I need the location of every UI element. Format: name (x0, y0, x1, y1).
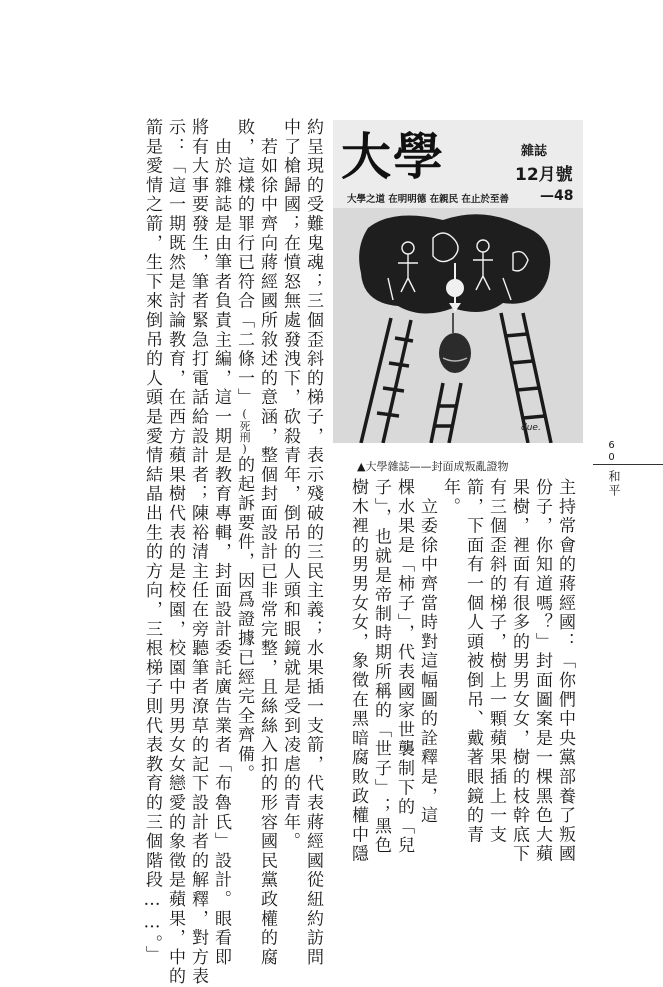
body-column: 示：「這一期既然是討論教育，在西方蘋果樹代表的是校園，校園中男男女女戀愛的象徵是蘋果，中的 (165, 118, 185, 987)
body-column: 中了槍歸國；在憤怒無處發洩下，砍殺青年，倒吊的人頭和眼鏡就是受到凌虐的青年。 (280, 118, 300, 852)
body-column (235, 118, 252, 784)
body-text: 敗，這樣的罪行已符合「二條一」 (234, 118, 254, 408)
body-column: 有三個歪斜的梯子，樹上一顆蘋果插上一支 (486, 478, 506, 845)
image-caption: ▲大學雜誌——封面成叛亂證物 (357, 460, 509, 473)
page-number: 60 (606, 440, 617, 464)
body-column: 若如徐中齊向蔣經國所敘述的意涵，整個封面設計已非常完整，且絲絲入扣的形容國民黨政權的腐 (257, 118, 277, 968)
body-column: 果樹，裡面有很多的男男女女，樹的枝幹底下 (509, 478, 529, 864)
cover-number: —48 (540, 188, 574, 204)
body-column: 年。 (440, 478, 460, 517)
body-column: 子」，也就是帝制時期所稱的「世子」；黑色 (371, 478, 391, 856)
body-column: 由於雜誌是由筆者負責主編，這一期是教育專輯，封面設計委託廣告業者「布魯氏」設計。眼看即 (211, 118, 231, 968)
body-column: 棵水果是「柿子」，代表國家世襲制下的「兒 (394, 478, 414, 856)
cover-motto: 大學之道 在明明德 在親民 在止於至善 (347, 194, 509, 205)
body-column: 約呈現的受難鬼魂；三個歪斜的梯子，表示殘破的三民主義；水果插一支箭，代表蔣經國從紐約訪問 (303, 118, 323, 968)
running-title: 和平 (607, 470, 621, 498)
body-column: 主持常會的蔣經國：「你們中央黨部養了叛國 (555, 478, 575, 864)
cover-magazine-label: 雜誌 (521, 144, 548, 159)
cover-signature: due. (521, 423, 541, 433)
magazine-cover-image (333, 120, 583, 443)
body-column: 立委徐中齊當時對這幅圖的詮釋是，這 (417, 478, 437, 826)
body-column: 份子，你知道嗎？」封面圖案是一棵黑色大蘋 (532, 478, 552, 864)
cover-artwork (333, 208, 583, 443)
body-column: 箭是愛情之箭，生下來倒吊的人頭是愛情結晶出生的方向，三根梯子則代表教育的三個階段……。」 (142, 118, 162, 965)
body-column: 樹木裡的男男女女，象徵在黑暗腐敗政權中隱 (348, 478, 368, 864)
body-note: (死刑) (238, 407, 251, 456)
cover-issue: 12月號 (515, 165, 573, 185)
body-column: 箭，下面有一個人頭被倒吊、戴著眼鏡的青 (463, 478, 483, 845)
margin-rule (593, 464, 663, 465)
body-text: 的起訴要件，因爲證據已經完全齊備。 (234, 455, 254, 784)
cover-title: 大學 (341, 128, 445, 186)
body-column: 將有大事要發生，筆者緊急打電話給設計者；陳裕清主任在旁聽筆者潦草的記下設計者的解釋，對方表 (188, 118, 208, 987)
